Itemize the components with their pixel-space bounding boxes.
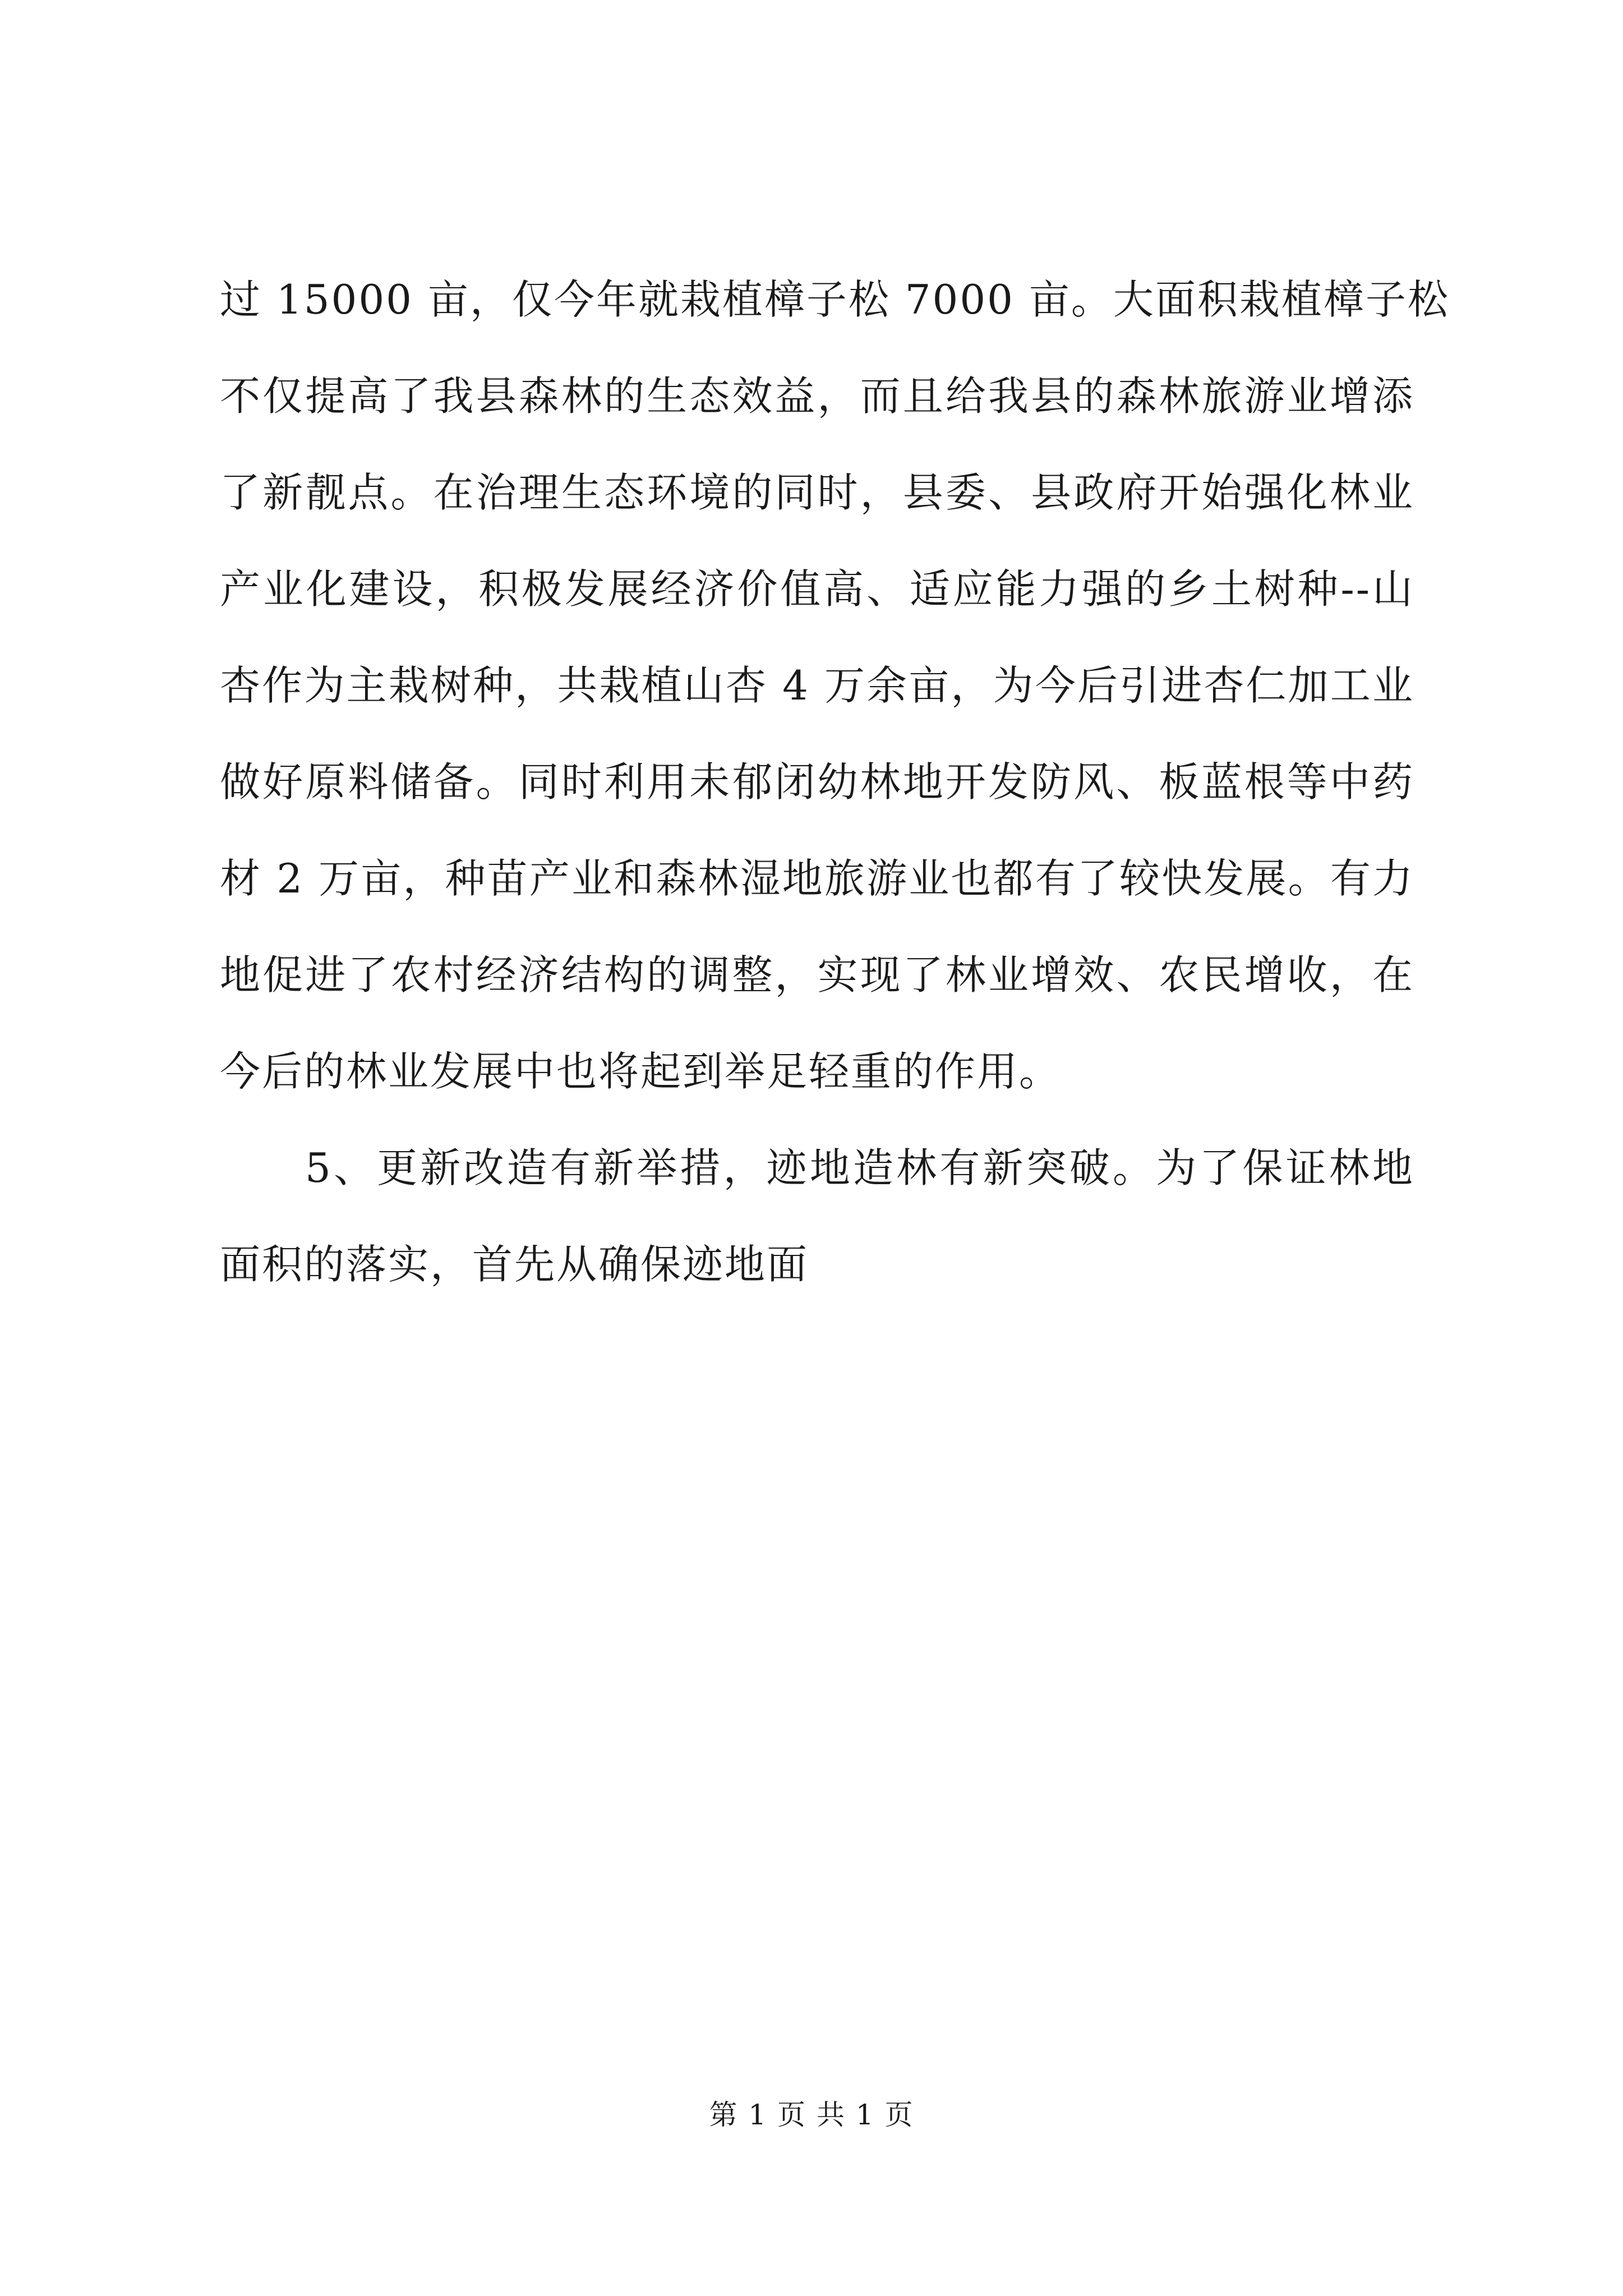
paragraph-line: 面积的落实，首先从确保迹地面 — [220, 1241, 809, 1288]
document-body — [220, 251, 1450, 1313]
paragraph-line: 产业化建设，积极发展经济价值高、适应能力强的乡土树种--山 — [220, 565, 1414, 613]
paragraph-line: 做好原料储备。同时利用未郁闭幼林地开发防风、板蓝根等中药 — [220, 758, 1414, 806]
paragraph-line: 材 2 万亩，种苗产业和森林湿地旅游业也都有了较快发展。有力 — [220, 855, 1414, 902]
paragraph-line: 今后的林业发展中也将起到举足轻重的作用。 — [220, 1048, 1062, 1095]
paragraph-line: 过 15000 亩，仅今年就栽植樟子松 7000 亩。大面积栽植樟子松 — [220, 276, 1450, 323]
page-footer: 第 1 页 共 1 页 — [709, 2099, 914, 2131]
paragraph-line: 不仅提高了我县森林的生态效益，而且给我县的森林旅游业增添 — [220, 372, 1414, 420]
paragraph-line: 5、更新改造有新举措，迹地造林有新突破。为了保证林地 — [305, 1144, 1414, 1191]
paragraph-line: 杏作为主栽树种，共栽植山杏 4 万余亩，为今后引进杏仁加工业 — [220, 662, 1414, 709]
paragraph-line: 了新靓点。在治理生态环境的同时，县委、县政府开始强化林业 — [220, 469, 1414, 516]
paragraph-line: 地促进了农村经济结构的调整，实现了林业增效、农民增收，在 — [220, 951, 1414, 999]
